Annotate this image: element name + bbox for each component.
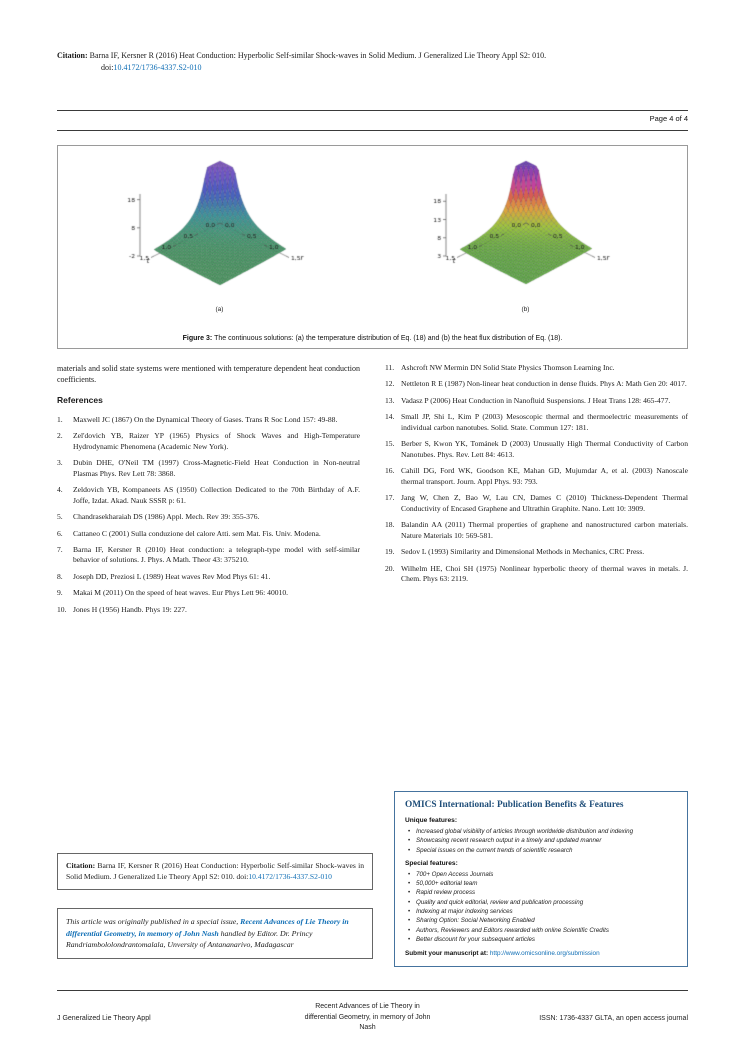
special-features-list [405, 870, 677, 944]
citation-label: Citation: [57, 51, 90, 60]
reference-item [57, 588, 360, 598]
references-list-left [57, 415, 360, 616]
reference-number: 16. [385, 466, 395, 476]
feature-item: • Special issues on the current trends of scientific research [405, 846, 677, 855]
reference-number: 19. [385, 547, 395, 557]
citation-box-text: Barna IF, Kersner R (2016) Heat Conduction: Hyperbolic Self-similar Shock-waves in Solid Medium. J Generalized Lie Theory Appl S2: 010. [66, 861, 364, 881]
reference-number: 14. [385, 412, 395, 422]
feature-item: • 700+ Open Access Journals [405, 870, 677, 879]
submit-url-link[interactable]: http://www.omicsonline.org/submission [489, 950, 600, 958]
plot-a [80, 151, 360, 313]
reference-item [385, 379, 688, 389]
reference-text: Sedov L (1993) Similarity and Dimensional Methods in Mechanics, CRC Press. [401, 547, 645, 557]
reference-number: 20. [385, 563, 395, 573]
surface-plot-temperature [80, 151, 360, 311]
right-column [385, 363, 688, 591]
reference-text: Berber S, Kwon YK, Tománek D (2003) Unusually High Thermal Conductivity of Carbon Nanotubes. Phys. Rev. Lett 84: 4613. [401, 439, 688, 459]
footer-issn: ISSN: 1736-4337 GLTA, an open access journal [539, 1014, 688, 1022]
reference-item [57, 572, 360, 582]
reference-item [385, 466, 688, 487]
special-issue-pre: This article was originally published in a special issue, [66, 917, 241, 926]
reference-number: 9. [57, 588, 63, 598]
submit-line [405, 950, 677, 957]
footer-journal-name: J Generalized Lie Theory Appl [57, 1014, 151, 1022]
feature-item: • Rapid review process [405, 888, 677, 897]
omics-title: OMICS International: Publication Benefits & Features [405, 800, 624, 810]
reference-item [57, 545, 360, 566]
reference-text: Jang W, Chen Z, Bao W, Lau CN, Dames C (2010) Thickness-Dependent Thermal Conductivity of Encased Graphene and Ultrathin Graphite. Nano. Lett 10: 3909. [401, 493, 688, 513]
reference-text: Makai M (2011) On the speed of heat waves. Eur Phys Lett 96: 40010. [73, 588, 289, 598]
reference-number: 13. [385, 395, 395, 405]
doi-label: doi: [101, 63, 114, 72]
reference-item [385, 547, 688, 557]
feature-item: • Increased global visibility of articles through worldwide distribution and indexing [405, 827, 677, 836]
plot-b [386, 151, 666, 313]
reference-item [57, 485, 360, 506]
citation-box [57, 853, 373, 890]
divider [57, 130, 688, 131]
feature-item: • Sharing Option: Social Networking Enabled [405, 916, 677, 925]
header-doi-line [57, 62, 688, 74]
reference-number: 1. [57, 414, 63, 424]
submit-label: Submit your manuscript at: [405, 950, 490, 958]
figure-caption-label: Figure 3: [182, 335, 215, 342]
reference-number: 12. [385, 379, 395, 389]
header-citation [57, 50, 688, 74]
reference-item [57, 512, 360, 522]
special-issue-box [57, 908, 373, 959]
body-paragraph: materials and solid state systems were mentioned with temperature dependent heat conduction coefficients. [57, 364, 360, 385]
figure-caption [58, 329, 687, 348]
special-features-heading: Special features: [405, 859, 458, 867]
plot-b-label: (b) [521, 306, 530, 313]
feature-item: • Authors, Reviewers and Editors rewarded with online Scientific Credits [405, 926, 677, 935]
reference-number: 5. [57, 512, 63, 522]
reference-item [57, 431, 360, 452]
citation-text: Barna IF, Kersner R (2016) Heat Conduction: Hyperbolic Self-similar Shock-waves in Solid Medium. J Generalized Lie Theory Appl S2: 010. [89, 51, 547, 60]
special-issue-post: handled by Editor. Dr. Princy Randriambololondrantomalala, Unversity of Antananarivo, Madagascar [66, 928, 313, 950]
figure-caption-text: The continuous solutions: (a) the temperature distribution of Eq. (18) and (b) the heat flux distribution of Eq. (18). [214, 335, 563, 342]
omics-benefits-box [394, 791, 688, 967]
reference-number: 18. [385, 520, 395, 530]
reference-text: Balandin AA (2011) Thermal properties of graphene and nanostructured carbon materials. Nature Materials 10: 569-581. [401, 520, 688, 540]
citation-box-doi-link[interactable]: 10.4172/1736-4337.S2-010 [248, 871, 332, 881]
references-list-right [385, 363, 688, 585]
reference-text: Joseph DD, Preziosi L (1989) Heat waves Rev Mod Phys 61: 41. [73, 571, 271, 581]
special-issue-title: Recent Advances of Lie Theory in differential Geometry, in memory of John Nash [66, 917, 349, 938]
reference-number: 6. [57, 528, 63, 538]
reference-text: Zel'dovich YB, Raizer YP (1965) Physics of Shock Waves and High-Temperature Hydrodynamic Phenomena (Academic New York). [73, 431, 360, 451]
footer [57, 995, 688, 1041]
feature-item: • 50,000+ editorial team [405, 879, 677, 888]
reference-text: Cahill DG, Ford WK, Goodson KE, Mahan GD, Mujumdar A, et al. (2003) Nanoscale thermal transport. Journ. Appl Phys. 93: 793. [401, 466, 688, 486]
reference-number: 8. [57, 571, 63, 581]
reference-text: Cattaneo C (2001) Sulla conduzione del calore Atti. sem Mat. Fis. Univ. Modena. [73, 528, 321, 538]
reference-number: 4. [57, 485, 63, 495]
feature-item: • Showcasing recent research output in a timely and updated manner [405, 836, 677, 845]
doi-link[interactable]: 10.4172/1736-4337.S2-010 [113, 63, 202, 72]
reference-number: 17. [385, 493, 395, 503]
left-column [57, 363, 360, 621]
citation-box-doi-label: doi: [236, 871, 249, 881]
reference-text: Jones H (1956) Handb. Phys 19: 227. [73, 604, 187, 614]
unique-features-list [405, 827, 677, 855]
figure-3 [57, 145, 688, 349]
footer-special-issue: Recent Advances of Lie Theory in differential Geometry, in memory of John Nash [304, 1002, 431, 1032]
reference-text: Vadasz P (2006) Heat Conduction in Nanofluid Suspensions. J Heat Trans 128: 465-477. [401, 395, 671, 405]
reference-item [385, 363, 688, 373]
reference-text: Small JP, Shi L, Kim P (2003) Mesoscopic thermal and thermoelectric measurements of individual carbon nanotubes. Solid. State. Commun 127: 181. [401, 412, 688, 432]
reference-text: Wilhelm HE, Choi SH (1975) Nonlinear hyperbolic theory of thermal waves in metals. J. Chem. Phys 63: 2119. [401, 563, 688, 584]
citation-box-label: Citation: [66, 861, 98, 870]
plot-a-label: (a) [215, 306, 224, 313]
reference-item [385, 564, 688, 585]
figure-plots [58, 146, 687, 313]
feature-item: • Quality and quick editorial, review and publication processing [405, 898, 677, 907]
feature-item: • Better discount for your subsequent articles [405, 935, 677, 944]
divider [57, 990, 688, 991]
reference-text: Barna IF, Kersner R (2010) Heat conduction: a telegraph-type model with self-similar behavior of solutions. J. Phys. A Math. Theor 43: 375210. [73, 545, 360, 565]
reference-item [385, 520, 688, 541]
unique-features-heading: Unique features: [405, 817, 458, 824]
reference-text: Maxwell JC (1867) On the Dynamical Theory of Gases. Trans R Soc Lond 157: 49-88. [73, 414, 338, 424]
reference-item [385, 439, 688, 460]
reference-text: Dubin DHE, O'Neil TM (1997) Cross-Magnetic-Field Heat Conduction in Non-neutral Plasmas Phys. Rev Lett 78: 3868. [73, 458, 360, 478]
reference-item [57, 529, 360, 539]
reference-text: Zeldovich YB, Kompaneets AS (1950) Collection Dedicated to the 70th Birthday of A.F. Joffe, Izdat. Akad. Nauk SSSR p: 61. [73, 485, 360, 505]
reference-number: 10. [57, 604, 67, 614]
reference-number: 11. [385, 363, 395, 372]
reference-item [385, 493, 688, 514]
reference-number: 3. [57, 458, 63, 468]
reference-number: 15. [385, 439, 395, 449]
reference-text: Nettleton R E (1987) Non-linear heat conduction in dense fluids. Phys A: Math Gen 20: 4017. [401, 379, 687, 389]
page-number: Page 4 of 4 [649, 114, 688, 123]
feature-item: • Indexing at major indexing services [405, 907, 677, 916]
reference-item [57, 605, 360, 615]
surface-plot-heat-flux [386, 151, 666, 311]
reference-text: Ashcroft NW Mermin DN Solid State Physics Thomson Learning Inc. [401, 363, 615, 372]
reference-item [385, 396, 688, 406]
reference-number: 7. [57, 545, 63, 554]
reference-item [385, 412, 688, 433]
reference-text: Chandrasekharaiah DS (1986) Appl. Mech. Rev 39: 355-376. [73, 512, 260, 522]
references-heading: References [57, 395, 103, 406]
divider [57, 110, 688, 111]
reference-item [57, 458, 360, 479]
reference-item [57, 415, 360, 425]
reference-number: 2. [57, 431, 63, 441]
